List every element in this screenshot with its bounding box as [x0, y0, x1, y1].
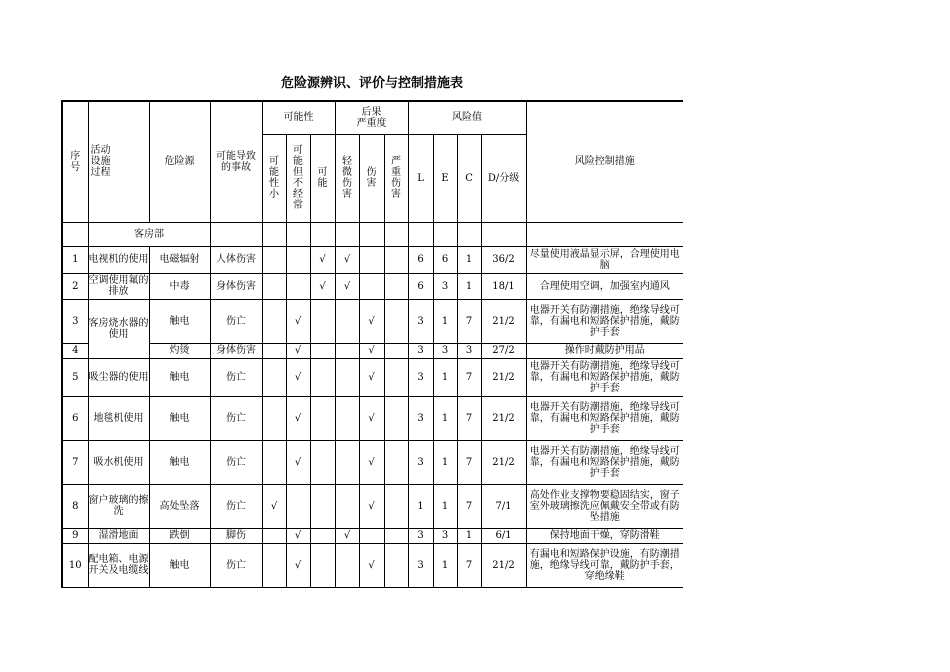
row-C: 7: [457, 396, 481, 440]
row-likelihood-rare: √: [286, 299, 310, 343]
row-likelihood-possible: [310, 343, 335, 358]
row-D: 7/1: [481, 484, 526, 528]
row-likelihood-possible: [310, 396, 335, 440]
row-likelihood-possible: [310, 358, 335, 396]
row-E: 1: [433, 543, 457, 587]
hazard-table: [61, 100, 683, 588]
header-risk: 风险值: [408, 101, 526, 134]
row-likelihood-small: √: [262, 484, 286, 528]
header-seq: 序号: [62, 101, 88, 222]
row-E: 1: [433, 299, 457, 343]
row-likelihood-rare: [286, 273, 310, 299]
table-row: [62, 396, 683, 440]
row-accident: 伤亡: [210, 396, 262, 440]
row-D: 27/2: [481, 343, 526, 358]
row-consequence-minor: [335, 396, 359, 440]
row-consequence-injury: √: [359, 299, 384, 343]
row-accident: 伤亡: [210, 543, 262, 587]
row-hazard: 触电: [149, 396, 210, 440]
row-consequence-minor: [335, 440, 359, 484]
row-D: 21/2: [481, 299, 526, 343]
row-C: 3: [457, 343, 481, 358]
row-consequence-injury: [359, 528, 384, 543]
row-hazard: 高处坠落: [149, 484, 210, 528]
row-measures: 电器开关有防潮措施，绝缘导线可靠，有漏电和短路保护措施，戴防护手套: [526, 396, 683, 440]
row-likelihood-small: [262, 358, 286, 396]
row-L: 3: [408, 440, 433, 484]
row-accident: 伤亡: [210, 440, 262, 484]
row-hazard: 灼烫: [149, 343, 210, 358]
row-L: 6: [408, 246, 433, 273]
row-consequence-severe: [384, 299, 408, 343]
table-row: [62, 273, 683, 299]
row-consequence-minor: √: [335, 528, 359, 543]
row-consequence-severe: [384, 343, 408, 358]
table-row: [62, 358, 683, 396]
row-seq: 5: [62, 358, 88, 396]
table-row: [62, 299, 683, 343]
row-C: 7: [457, 358, 481, 396]
row-L: 3: [408, 528, 433, 543]
table-row: [62, 343, 683, 358]
header-consequence: 后果 严重度: [335, 101, 408, 134]
row-likelihood-possible: √: [310, 246, 335, 273]
row-C: 7: [457, 543, 481, 587]
row-likelihood-small: [262, 246, 286, 273]
row-activity: 湿滑地面: [88, 528, 149, 543]
row-L: 3: [408, 299, 433, 343]
row-C: 7: [457, 484, 481, 528]
row-measures: 电器开关有防潮措施，绝缘导线可靠，有漏电和短路保护措施，戴防护手套: [526, 299, 683, 343]
row-D: 21/2: [481, 396, 526, 440]
table-row: [62, 440, 683, 484]
row-activity: 地毯机使用: [88, 396, 149, 440]
row-hazard: 跌倒: [149, 528, 210, 543]
row-consequence-severe: [384, 246, 408, 273]
row-hazard: 触电: [149, 358, 210, 396]
row-activity: 配电箱、电源开关及电缆线: [88, 543, 149, 587]
table-row: [62, 484, 683, 528]
row-hazard: 中毒: [149, 273, 210, 299]
row-consequence-minor: [335, 484, 359, 528]
row-L: 3: [408, 396, 433, 440]
row-likelihood-rare: [286, 246, 310, 273]
row-accident: 伤亡: [210, 358, 262, 396]
table-row: [62, 528, 683, 543]
row-measures: 电器开关有防潮措施，绝缘导线可靠，有漏电和短路保护措施，戴防护手套: [526, 440, 683, 484]
row-likelihood-possible: [310, 543, 335, 587]
row-consequence-injury: √: [359, 484, 384, 528]
row-likelihood-possible: √: [310, 273, 335, 299]
row-D: 21/2: [481, 543, 526, 587]
row-seq: 4: [62, 343, 88, 358]
row-activity: 电视机的使用: [88, 246, 149, 273]
row-E: 3: [433, 273, 457, 299]
row-hazard: 电磁辐射: [149, 246, 210, 273]
row-D: 6/1: [481, 528, 526, 543]
row-seq: 6: [62, 396, 88, 440]
header-L: L: [408, 134, 433, 222]
header-likelihood: 可能性: [262, 101, 335, 134]
row-likelihood-possible: [310, 299, 335, 343]
row-E: 6: [433, 246, 457, 273]
row-C: 7: [457, 440, 481, 484]
row-seq: 9: [62, 528, 88, 543]
row-consequence-minor: √: [335, 273, 359, 299]
table-row: [62, 543, 683, 587]
header-measures: 风险控制措施: [526, 101, 683, 222]
row-L: 3: [408, 358, 433, 396]
row-consequence-minor: [335, 543, 359, 587]
header-activity: 活动 设施 过程: [88, 101, 149, 222]
row-likelihood-rare: [286, 484, 310, 528]
row-seq: 7: [62, 440, 88, 484]
row-measures: 高处作业支撑物要稳固结实，窗子室外玻璃擦洗应佩戴安全带或有防坠措施: [526, 484, 683, 528]
row-likelihood-small: [262, 528, 286, 543]
row-likelihood-possible: [310, 440, 335, 484]
row-seq: 2: [62, 273, 88, 299]
row-consequence-severe: [384, 543, 408, 587]
section-blank: [62, 222, 88, 246]
row-likelihood-rare: √: [286, 343, 310, 358]
row-E: 1: [433, 440, 457, 484]
row-consequence-injury: [359, 273, 384, 299]
row-consequence-severe: [384, 273, 408, 299]
row-likelihood-small: [262, 543, 286, 587]
row-hazard: 触电: [149, 440, 210, 484]
row-C: 7: [457, 299, 481, 343]
row-D: 36/2: [481, 246, 526, 273]
row-measures: 合理使用空调，加强室内通风: [526, 273, 683, 299]
row-measures: 有漏电和短路保护设施，有防潮措施，绝缘导线可靠，戴防护手套，穿绝缘鞋: [526, 543, 683, 587]
row-consequence-injury: √: [359, 396, 384, 440]
row-E: 1: [433, 484, 457, 528]
row-consequence-severe: [384, 396, 408, 440]
header-likelihood-rare: 可能但不经常: [286, 134, 310, 222]
header-C: C: [457, 134, 481, 222]
row-seq: 8: [62, 484, 88, 528]
header-consequence-minor: 轻微伤害: [335, 134, 359, 222]
row-activity: 吸水机使用: [88, 440, 149, 484]
row-consequence-injury: √: [359, 543, 384, 587]
row-L: 3: [408, 543, 433, 587]
table-row: [62, 246, 683, 273]
row-seq: 10: [62, 543, 88, 587]
row-likelihood-small: [262, 396, 286, 440]
row-E: 3: [433, 343, 457, 358]
header-accident: 可能导致 的事故: [210, 101, 262, 222]
row-consequence-injury: √: [359, 343, 384, 358]
row-likelihood-rare: √: [286, 543, 310, 587]
row-consequence-minor: √: [335, 246, 359, 273]
row-activity: 吸尘器的使用: [88, 358, 149, 396]
row-E: 1: [433, 396, 457, 440]
row-C: 1: [457, 528, 481, 543]
row-D: 21/2: [481, 358, 526, 396]
row-hazard: 触电: [149, 299, 210, 343]
header-consequence-severe: 严重伤害: [384, 134, 408, 222]
row-consequence-minor: [335, 343, 359, 358]
row-consequence-injury: √: [359, 358, 384, 396]
row-likelihood-possible: [310, 484, 335, 528]
row-likelihood-rare: √: [286, 396, 310, 440]
row-accident: 人体伤害: [210, 246, 262, 273]
row-seq: 3: [62, 299, 88, 343]
row-consequence-minor: [335, 299, 359, 343]
row-likelihood-possible: [310, 528, 335, 543]
header-E: E: [433, 134, 457, 222]
row-consequence-injury: √: [359, 440, 384, 484]
row-consequence-severe: [384, 484, 408, 528]
row-consequence-severe: [384, 358, 408, 396]
row-L: 3: [408, 343, 433, 358]
header-hazard: 危险源: [149, 101, 210, 222]
row-consequence-minor: [335, 358, 359, 396]
row-accident: 脚伤: [210, 528, 262, 543]
row-accident: 伤亡: [210, 484, 262, 528]
row-likelihood-small: [262, 343, 286, 358]
row-consequence-severe: [384, 440, 408, 484]
row-measures: 保持地面干燥，穿防滑鞋: [526, 528, 683, 543]
row-likelihood-small: [262, 299, 286, 343]
row-likelihood-small: [262, 440, 286, 484]
row-likelihood-small: [262, 273, 286, 299]
row-consequence-injury: [359, 246, 384, 273]
row-likelihood-rare: √: [286, 358, 310, 396]
row-activity: 空调使用氟的排放: [88, 275, 149, 297]
row-activity: 窗户玻璃的擦洗: [88, 484, 149, 528]
row-D: 21/2: [481, 440, 526, 484]
row-C: 1: [457, 246, 481, 273]
header-D: D/分级: [481, 134, 526, 222]
row-C: 1: [457, 273, 481, 299]
row-hazard: 触电: [149, 543, 210, 587]
section-label: 客房部: [88, 222, 210, 246]
row-seq: 1: [62, 246, 88, 273]
row-measures: 操作时戴防护用品: [526, 343, 683, 358]
row-E: 1: [433, 358, 457, 396]
header-likelihood-possible: 可能: [310, 134, 335, 222]
header-consequence-injury: 伤害: [359, 134, 384, 222]
page-title: 危险源辨识、评价与控制措施表: [280, 76, 463, 91]
row-accident: 身体伤害: [210, 343, 262, 358]
row-measures: 尽量使用液晶显示屏，合理使用电脑: [526, 246, 683, 273]
row-E: 3: [433, 528, 457, 543]
row-likelihood-rare: √: [286, 440, 310, 484]
row-activity: 客房烧水器的使用: [88, 299, 149, 358]
row-consequence-severe: [384, 528, 408, 543]
row-accident: 身体伤害: [210, 273, 262, 299]
hazard-table-viewport: [61, 100, 683, 604]
row-measures: 电器开关有防潮措施，绝缘导线可靠，有漏电和短路保护措施，戴防护手套: [526, 358, 683, 396]
row-accident: 伤亡: [210, 299, 262, 343]
header-likelihood-small: 可能性小: [262, 134, 286, 222]
row-L: 1: [408, 484, 433, 528]
row-L: 6: [408, 273, 433, 299]
row-D: 18/1: [481, 273, 526, 299]
row-likelihood-rare: √: [286, 528, 310, 543]
